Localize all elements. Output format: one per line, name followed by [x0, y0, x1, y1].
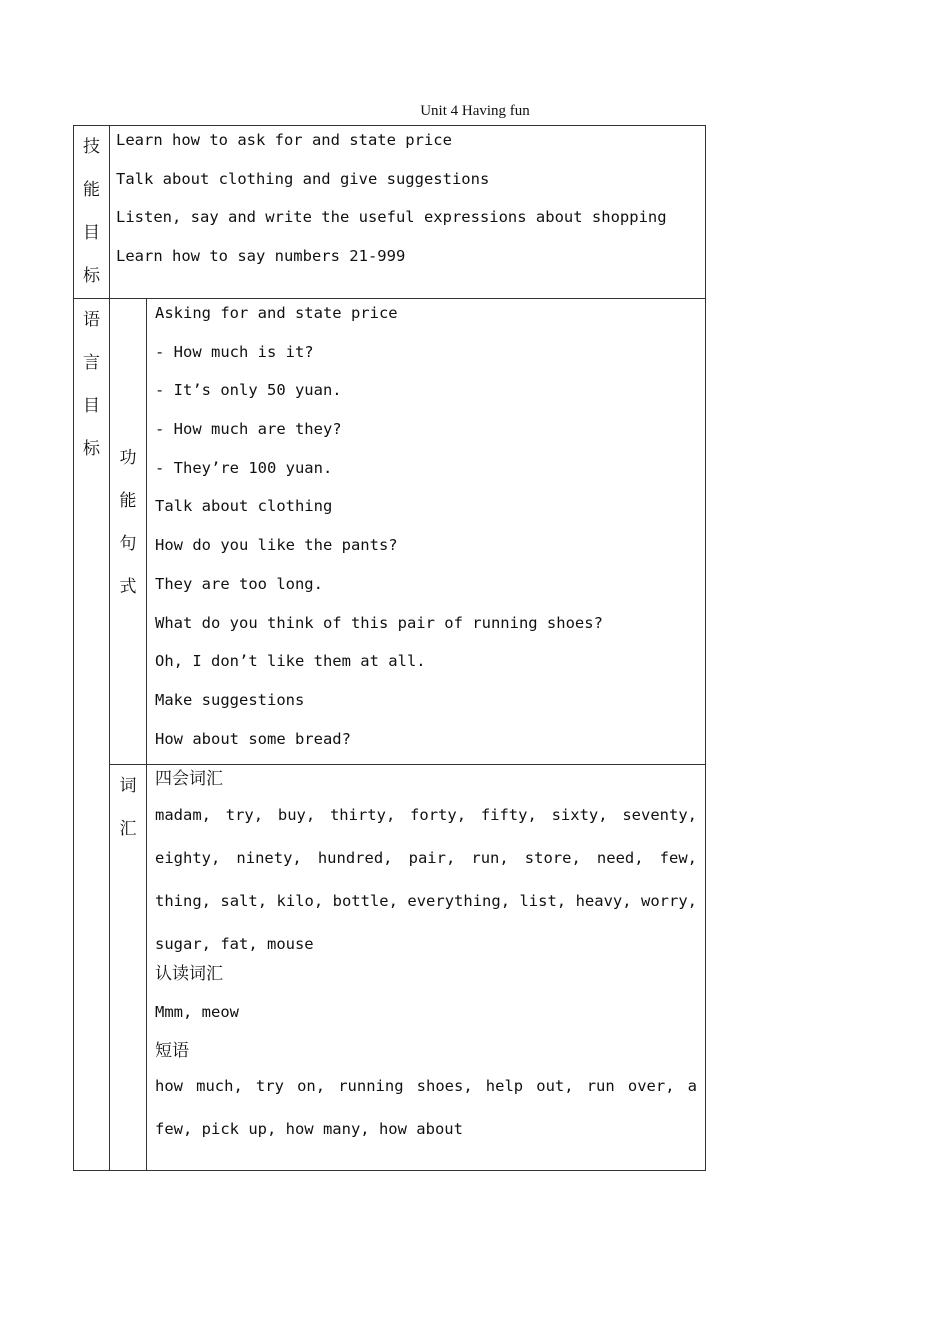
label-char: 语: [83, 310, 100, 330]
label-char: 标: [83, 439, 100, 459]
function-line: - They’re 100 yuan.: [155, 458, 333, 477]
label-char: 目: [83, 396, 100, 416]
recognition-heading: 认读词汇: [155, 963, 223, 984]
label-char: 目: [83, 223, 100, 243]
skill-item: Talk about clothing and give suggestions: [116, 169, 490, 188]
page-title: Unit 4 Having fun: [420, 103, 530, 119]
functions-row: [74, 299, 706, 765]
function-line: Talk about clothing: [155, 497, 333, 516]
vocabulary-label: [110, 765, 147, 1171]
functions-content: [147, 299, 706, 765]
skill-item: Learn how to ask for and state price: [116, 131, 452, 149]
label-char: 能: [83, 180, 100, 200]
function-line: - How much is it?: [155, 342, 314, 361]
label-char: 标: [83, 266, 100, 286]
phrases: how much, try on, running shoes, help out, run over, a few, pick up, how many, how about: [155, 1077, 697, 1138]
function-line: How do you like the pants?: [155, 536, 398, 555]
label-char: 能: [119, 491, 137, 511]
label-char: 句: [119, 534, 137, 554]
four-skill-words: madam, try, buy, thirty, forty, fifty, sixty, seventy, eighty, ninety, hundred, pair, run, store, need, few, thing, salt, kilo, bottle, everything, list, heavy, worry, sugar, fat, mouse: [155, 805, 697, 953]
function-line: How about some bread?: [155, 729, 351, 748]
skills-label: [74, 126, 110, 299]
phrases-heading: 短语: [155, 1040, 189, 1061]
function-line: What do you think of this pair of running shoes?: [155, 613, 603, 632]
vocabulary-row: [74, 765, 706, 1171]
label-char: 技: [83, 137, 100, 157]
label-char: 词: [119, 776, 137, 796]
function-line: - It’s only 50 yuan.: [155, 381, 342, 400]
function-line: Make suggestions: [155, 690, 305, 709]
function-line: - How much are they?: [155, 420, 342, 439]
skill-item: Learn how to say numbers 21-999: [116, 246, 406, 265]
label-char: 功: [119, 448, 137, 468]
label-char: 汇: [119, 819, 137, 839]
function-line: Oh, I don’t like them at all.: [155, 652, 426, 671]
function-line: Asking for and state price: [155, 304, 398, 322]
lesson-objectives-table: [73, 125, 706, 1171]
recognition-words: Mmm, meow: [155, 1003, 239, 1021]
skill-item: Listen, say and write the useful expressions about shopping: [116, 208, 667, 227]
language-label: [74, 299, 110, 1171]
four-skill-heading: 四会词汇: [155, 769, 223, 789]
skills-content: [110, 126, 706, 299]
label-char: 言: [83, 353, 100, 373]
function-line: They are too long.: [155, 574, 323, 593]
label-char: 式: [119, 577, 137, 597]
vocabulary-content: [147, 765, 706, 1171]
functions-label: [110, 299, 147, 765]
skills-row: [74, 126, 706, 299]
